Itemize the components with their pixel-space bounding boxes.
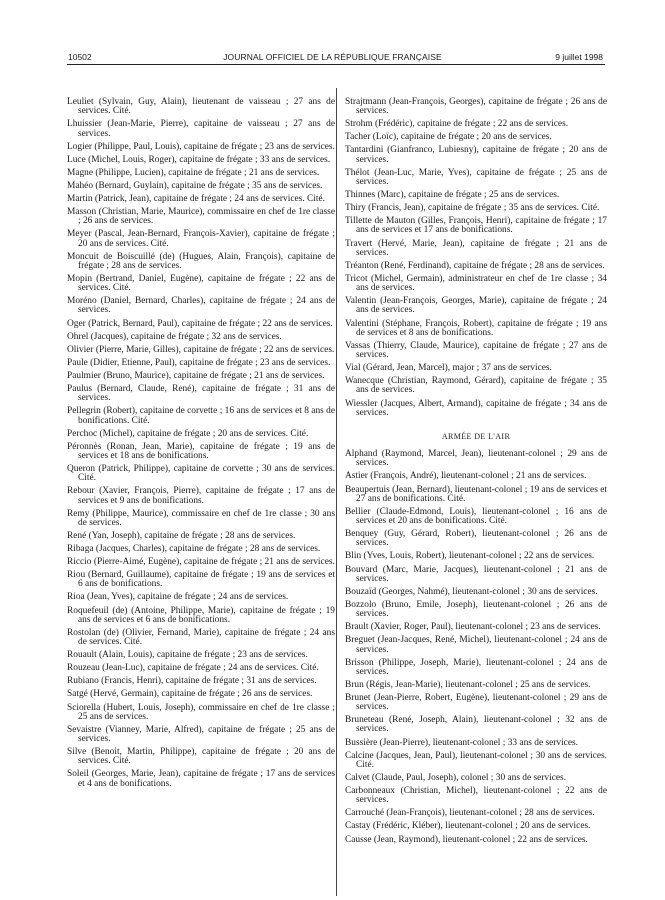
- list-entry: Brault (Xavier, Roger, Paul), lieutenant-colonel ; 23 ans de services.: [345, 622, 601, 633]
- list-entry: Roquefeuil (de) (Antoine, Philippe, Marie), capitaine de frégate ; 19 ans de services et 6 ans de bonifications.: [67, 605, 335, 625]
- list-entry: Tréanton (René, Ferdinand), capitaine de frégate ; 28 ans de services.: [345, 260, 605, 271]
- list-entry: Moncuit de Boiscuillé (de) (Hugues, Alain, François), capitaine de frégate ; 28 ans de services.: [67, 251, 335, 271]
- list-entry: Paulmier (Bruno, Maurice), capitaine de frégate ; 21 ans de services.: [67, 370, 325, 381]
- list-entry: Luce (Michel, Louis, Roger), capitaine de frégate ; 33 ans de services.: [67, 154, 331, 165]
- list-entry: Brun (Régis, Jean-Marie), lieutenant-colonel ; 25 ans de services.: [345, 679, 591, 690]
- list-entry: Ohrel (Jacques), capitaine de frégate ; 32 ans de services.: [67, 331, 282, 342]
- list-entry: Valentin (Jean-François, Georges, Marie), capitaine de frégate ; 24 ans de services.: [345, 296, 607, 316]
- list-entry: Valentini (Stéphane, François, Robert), capitaine de frégate ; 19 ans de services et 8 ans de bonifications.: [345, 318, 607, 338]
- list-entry: Rouzeau (Jean-Luc), capitaine de frégate ; 24 ans de services. Cité.: [67, 663, 319, 674]
- list-entry: Thinnes (Marc), capitaine de frégate ; 25 ans de services.: [345, 190, 560, 201]
- list-entry: Vial (Gérard, Jean, Marcel), major ; 37 ans de services.: [345, 363, 552, 374]
- list-entry: Castay (Frédéric, Kléber), lieutenant-colonel ; 20 ans de services.: [345, 821, 591, 832]
- list-entry: Tricot (Michel, Germain), administrateur en chef de 1re classe ; 34 ans de services.: [345, 273, 607, 294]
- right-column: [345, 98, 607, 849]
- list-entry: Rouault (Alain, Louis), capitaine de frégate ; 23 ans de services.: [67, 650, 308, 661]
- list-entry: Paulus (Bernard, Claude, René), capitaine de frégate ; 31 ans de services.: [67, 384, 335, 404]
- list-entry: Brunet (Jean-Pierre, Robert, Eugène), lieutenant-colonel ; 29 ans de services.: [345, 692, 607, 713]
- list-entry: Meyer (Pascal, Jean-Bernard, François-Xavier), capitaine de frégate ; 20 ans de services. Cité.: [67, 229, 335, 249]
- list-entry: Masson (Christian, Marie, Maurice), commissaire en chef de 1re classe ; 26 ans de services.: [67, 207, 335, 227]
- list-entry: Moréno (Daniel, Bernard, Charles), capitaine de frégate ; 24 ans de services.: [67, 296, 335, 316]
- list-entry: Perchoc (Michel), capitaine de frégate ; 20 ans de services. Cité.: [67, 428, 309, 439]
- list-entry: Calcine (Jacques, Jean, Paul), lieutenant-colonel ; 30 ans de services. Cité.: [345, 750, 607, 770]
- issue-date: 9 juillet 1998: [555, 52, 603, 62]
- list-entry: Benquey (Guy, Gérard, Robert), lieutenant-colonel ; 26 ans de services.: [345, 529, 607, 549]
- list-entry: Leuliet (Sylvain, Guy, Alain), lieutenant de vaisseau ; 27 ans de services. Cité.: [67, 97, 335, 117]
- list-entry: Mopin (Bertrand, Daniel, Eugène), capitaine de frégate ; 22 ans de services. Cité.: [67, 273, 335, 294]
- list-entry: Martin (Patrick, Jean), capitaine de frégate ; 24 ans de services. Cité.: [67, 193, 325, 204]
- list-entry: Thiry (Francis, Jean), capitaine de frégate ; 35 ans de services. Cité.: [345, 203, 600, 214]
- list-entry: Rubiano (Francis, Henri), capitaine de frégate ; 31 ans de services.: [67, 676, 317, 687]
- list-entry: Carrouché (Jean-François), lieutenant-colonel ; 28 ans de services.: [345, 808, 595, 819]
- list-entry: Riou (Bernard, Guillaume), capitaine de frégate ; 19 ans de services et 6 ans de bonifications.: [67, 570, 335, 590]
- list-entry: Bellier (Claude-Edmond, Louis), lieutenant-colonel ; 16 ans de services et 20 ans de bonifications. Cité.: [345, 506, 607, 527]
- journal-title: JOURNAL OFFICIEL DE LA RÉPUBLIQUE FRANÇAISE: [223, 52, 442, 62]
- list-entry: Astier (François, André), lieutenant-colonel ; 21 ans de services.: [345, 471, 587, 482]
- list-entry: Bruneteau (René, Joseph, Alain), lieutenant-colonel ; 32 ans de services.: [345, 715, 607, 735]
- list-entry: Pellegrin (Robert), capitaine de corvette ; 16 ans de services et 8 ans de bonifications. Cité.: [67, 406, 335, 426]
- list-entry: Causse (Jean, Raymond), lieutenant-colonel ; 22 ans de services.: [345, 834, 588, 845]
- list-entry: Wiessler (Jacques, Albert, Armand), capitaine de frégate ; 34 ans de services.: [345, 398, 607, 418]
- section-heading: ARMÉE DE L'AIR: [441, 431, 511, 441]
- list-entry: Rebour (Xavier, François, Pierre), capitaine de frégate ; 17 ans de services et 9 ans de bonifications.: [67, 486, 335, 506]
- list-entry: Silve (Benoit, Martin, Philippe), capitaine de frégate ; 20 ans de services. Cité.: [67, 747, 335, 767]
- list-entry: Carbonneaux (Christian, Michel), lieutenant-colonel ; 22 ans de services.: [345, 786, 607, 806]
- list-entry: Queron (Patrick, Philippe), capitaine de corvette ; 30 ans de services. Cité.: [67, 464, 335, 484]
- list-entry: Oger (Patrick, Bernard, Paul), capitaine de frégate ; 22 ans de services.: [67, 318, 333, 329]
- list-entry: Mahéo (Bernard, Guylain), capitaine de frégate ; 35 ans de services.: [67, 180, 323, 191]
- list-entry: Rostolan (de) (Olivier, Fernand, Marie), capitaine de frégate ; 24 ans de services. Cité.: [67, 627, 335, 648]
- list-entry: Thélot (Jean-Luc, Marie, Yves), capitaine de frégate ; 25 ans de services.: [345, 167, 607, 187]
- list-entry: Satgé (Hervé, Germain), capitaine de frégate ; 26 ans de services.: [67, 689, 313, 700]
- list-entry: Strohm (Frédéric), capitaine de frégate ; 22 ans de services.: [345, 119, 569, 130]
- list-entry: Travert (Hervé, Marie, Jean), capitaine de frégate ; 21 ans de services.: [345, 238, 607, 258]
- list-entry: Magne (Philippe, Lucien), capitaine de frégate ; 21 ans de services.: [67, 167, 320, 178]
- list-entry: Tillette de Mauton (Gilles, François, Henri), capitaine de frégate ; 17 ans de services et 17 ans de bonifications.: [345, 216, 607, 236]
- list-entry: Sevaistre (Vianney, Marie, Alfred), capitaine de frégate ; 25 ans de services.: [67, 724, 335, 745]
- list-entry: Blin (Yves, Louis, Robert), lieutenant-colonel ; 22 ans de services.: [345, 551, 595, 562]
- list-entry: Bouvard (Marc, Marie, Jacques), lieutenant-colonel ; 21 ans de services.: [345, 564, 607, 584]
- header-rule: [67, 64, 605, 65]
- list-entry: Sciorella (Hubert, Louis, Joseph), commissaire en chef de 1re classe ; 25 ans de services.: [67, 702, 335, 722]
- list-entry: Strajtmann (Jean-François, Georges), capitaine de frégate ; 26 ans de services.: [345, 97, 607, 117]
- list-entry: Calvet (Claude, Paul, Joseph), colonel ; 30 ans de services.: [345, 772, 567, 783]
- list-entry: Riccio (Pierre-Aimé, Eugène), capitaine de frégate ; 21 ans de services.: [67, 557, 335, 568]
- list-entry: Tantardini (Gianfranco, Lubiesny), capitaine de frégate ; 20 ans de services.: [345, 145, 607, 165]
- list-entry: Brisson (Philippe, Joseph, Marie), lieutenant-colonel ; 24 ans de services.: [345, 657, 607, 677]
- list-entry: Wanecque (Christian, Raymond, Gérard), capitaine de frégate ; 35 ans de services.: [345, 376, 607, 396]
- list-entry: Lhuissier (Jean-Marie, Pierre), capitaine de vaisseau ; 27 ans de services.: [67, 119, 335, 139]
- list-entry: Logier (Philippe, Paul, Louis), capitaine de frégate ; 23 ans de services.: [67, 141, 335, 152]
- page-header: [0, 0, 665, 60]
- list-entry: Vassas (Thierry, Claude, Maurice), capitaine de frégate ; 27 ans de services.: [345, 340, 607, 361]
- list-entry: Péronnès (Ronan, Jean, Marie), capitaine de frégate ; 19 ans de services et 18 ans de bonifications.: [67, 441, 335, 461]
- list-entry: Soleil (Georges, Marie, Jean), capitaine de frégate ; 17 ans de services et 4 ans de bonifications.: [67, 769, 335, 789]
- left-column: [67, 98, 335, 793]
- list-entry: René (Yan, Joseph), capitaine de frégate ; 28 ans de services.: [67, 530, 296, 541]
- list-entry: Breguet (Jean-Jacques, René, Michel), lieutenant-colonel ; 24 ans de services.: [345, 635, 607, 655]
- list-entry: Bussière (Jean-Pierre), lieutenant-colonel ; 33 ans de services.: [345, 737, 578, 748]
- column-divider: [336, 88, 337, 896]
- list-entry: Alphand (Raymond, Marcel, Jean), lieutenant-colonel ; 29 ans de services.: [345, 449, 607, 469]
- list-entry: Bouzaïd (Georges, Nahmé), lieutenant-colonel ; 30 ans de services.: [345, 586, 598, 597]
- list-entry: Ribaga (Jacques, Charles), capitaine de frégate ; 28 ans de services.: [67, 543, 321, 554]
- list-entry: Remy (Philippe, Maurice), commissaire en chef de 1re classe ; 30 ans de services.: [67, 508, 335, 528]
- list-entry: Tacher (Loïc), capitaine de frégate ; 20 ans de services.: [345, 132, 552, 143]
- list-entry: Beaupertuis (Jean, Bernard), lieutenant-colonel ; 19 ans de services et 27 ans de bonifications. Cité.: [345, 484, 607, 504]
- list-entry: Bozzolo (Bruno, Emile, Joseph), lieutenant-colonel ; 26 ans de services.: [345, 599, 607, 620]
- list-entry: Paule (Didier, Etienne, Paul), capitaine de frégate ; 23 ans de services.: [67, 357, 331, 368]
- page-number: 10502: [68, 52, 92, 62]
- list-entry: Olivier (Pierre, Marie, Gilles), capitaine de frégate ; 22 ans de services.: [67, 344, 335, 355]
- list-entry: Rioa (Jean, Yves), capitaine de frégate ; 24 ans de services.: [67, 592, 289, 603]
